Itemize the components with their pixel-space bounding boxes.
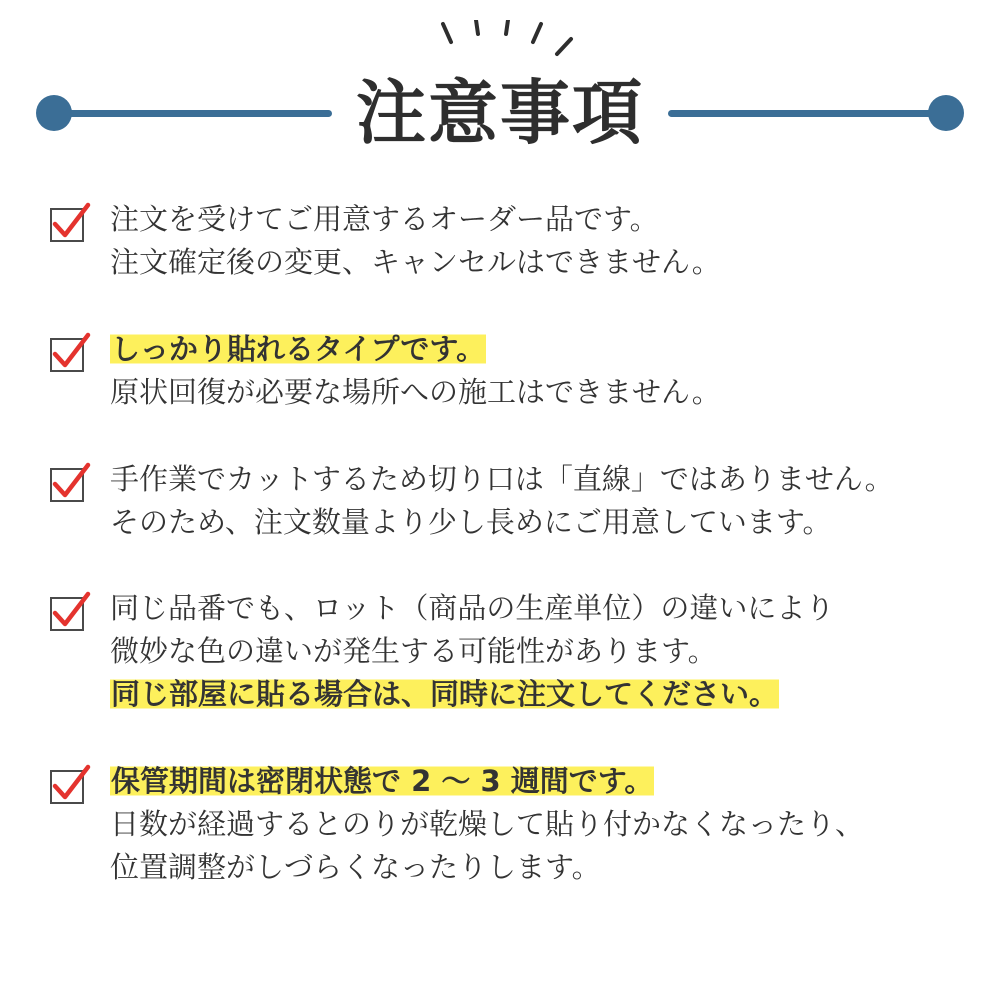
checkbox-checked-icon bbox=[48, 334, 90, 376]
list-item bbox=[0, 328, 1000, 414]
note-text-block bbox=[110, 328, 1000, 414]
title-rule-right bbox=[668, 110, 958, 117]
notes-list bbox=[0, 180, 1000, 889]
title-row bbox=[0, 68, 1000, 158]
note-text-block bbox=[110, 198, 1000, 284]
list-item bbox=[0, 587, 1000, 716]
checkbox-checked-icon bbox=[48, 464, 90, 506]
note-line: そのため、注文数量より少し長めにご用意しています。 bbox=[110, 504, 832, 539]
note-text-block bbox=[110, 458, 1000, 544]
note-line-highlighted: 保管期間は密閉状態で 2 〜 3 週間です。 bbox=[111, 764, 654, 799]
note-line: 手作業でカットするため切り口は「直線」ではありません。 bbox=[110, 461, 894, 496]
note-line: 同じ品番でも、ロット（商品の生産単位）の違いにより bbox=[110, 591, 835, 626]
page-header bbox=[0, 0, 1000, 180]
note-line: 原状回復が必要な場所への施工はできません。 bbox=[110, 374, 721, 409]
page-title: 注意事項 bbox=[356, 72, 644, 154]
checkbox-checked-icon bbox=[48, 766, 90, 808]
list-item bbox=[0, 458, 1000, 544]
title-dot-left bbox=[36, 95, 72, 131]
note-text-block bbox=[110, 760, 1000, 889]
note-line-highlighted: 同じ部屋に貼る場合は、同時に注文してください。 bbox=[111, 677, 779, 712]
title-dot-right bbox=[928, 95, 964, 131]
note-line: 注文を受けてご用意するオーダー品です。 bbox=[110, 202, 659, 236]
note-text-block bbox=[110, 587, 1000, 716]
checkbox-checked-icon bbox=[48, 204, 90, 246]
note-line-highlighted: しっかり貼れるタイプです。 bbox=[111, 331, 486, 366]
list-item bbox=[0, 760, 1000, 889]
note-line: 位置調整がしづらくなったりします。 bbox=[110, 849, 601, 884]
note-line: 注文確定後の変更、キャンセルはできません。 bbox=[110, 244, 721, 279]
note-line: 日数が経過するとのりが乾燥して貼り付かなくなったり、 bbox=[110, 807, 865, 842]
list-item bbox=[0, 198, 1000, 284]
checkbox-checked-icon bbox=[48, 593, 90, 635]
note-line: 微妙な色の違いが発生する可能性があります。 bbox=[110, 634, 717, 669]
sparkle-decoration-icon bbox=[0, 20, 1000, 70]
title-rule-left bbox=[42, 110, 332, 117]
